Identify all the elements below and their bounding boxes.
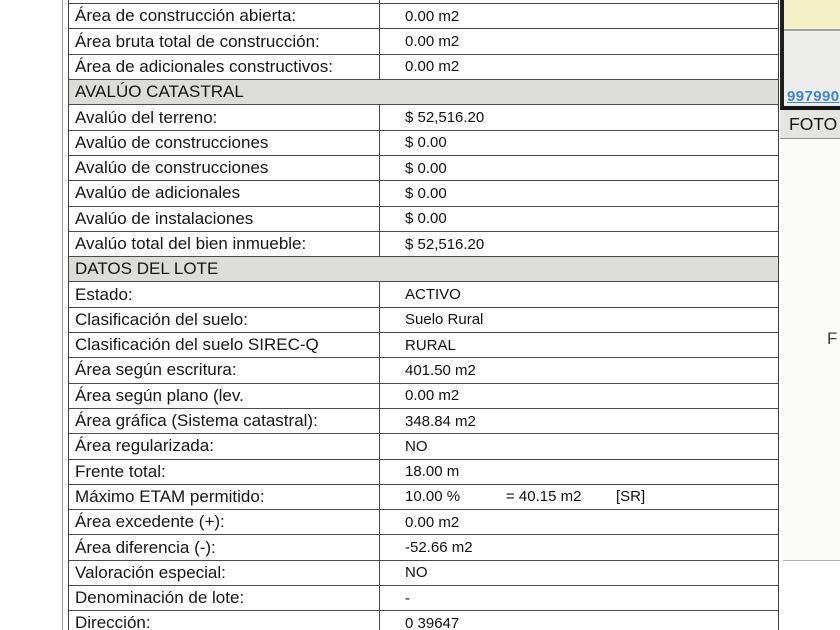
- photo-section-header: [780, 110, 840, 139]
- table-row: [69, 282, 778, 307]
- row-label: Denominación de lote:: [69, 586, 380, 610]
- row-value-part: 10.00 %: [405, 488, 461, 506]
- table-row: [69, 460, 778, 485]
- table-row: [69, 611, 778, 630]
- row-value: -52.66 m2: [405, 539, 473, 557]
- row-value: RURAL: [405, 336, 456, 354]
- row-value: 0.00 m2: [405, 7, 460, 25]
- outer-border-line: [62, 0, 63, 630]
- table-row: [69, 181, 778, 206]
- row-value: 0.00 m2: [405, 33, 460, 51]
- row-value: $ 52,516.20: [405, 109, 485, 127]
- row-value: 348.84 m2: [405, 412, 476, 430]
- row-label: Avalúo de instalaciones: [69, 207, 380, 231]
- row-value: NO: [405, 564, 428, 582]
- section-header-label: AVALÚO CATASTRAL: [75, 82, 244, 102]
- section-header-row: [69, 80, 778, 105]
- row-label: Área excedente (+):: [69, 510, 380, 534]
- table-row: [69, 308, 778, 333]
- row-value: $ 0.00: [405, 184, 447, 202]
- table-row: [69, 131, 778, 156]
- row-label: Clasificación del suelo SIREC-Q: [69, 333, 380, 357]
- row-label: Máximo ETAM permitido:: [69, 485, 380, 509]
- row-value: 0.00 m2: [405, 513, 460, 531]
- table-row: [69, 29, 778, 54]
- photo-area-partial-text: F: [827, 329, 838, 348]
- row-value: Suelo Rural: [405, 311, 484, 329]
- row-label: Estado:: [69, 282, 380, 306]
- table-row: [69, 434, 778, 459]
- row-label: Clasificación del suelo:: [69, 308, 380, 332]
- row-value: NO: [405, 437, 428, 455]
- row-label: Área regularizada:: [69, 434, 380, 458]
- row-label: Área según plano (lev.: [69, 384, 380, 408]
- table-row: [69, 586, 778, 611]
- row-label: Avalúo del terreno:: [69, 105, 380, 129]
- row-value: $ 0.00: [405, 210, 447, 228]
- table-row: [69, 156, 778, 181]
- row-value: 0 39647: [405, 614, 460, 630]
- row-value: $ 52,516.20: [405, 235, 485, 253]
- section-header-row: [69, 257, 778, 282]
- row-value: $ 0.00: [405, 159, 447, 177]
- row-label: Dirección:: [69, 611, 380, 630]
- table-row: [69, 485, 778, 510]
- photo-section-header-label: FOTO: [789, 113, 838, 134]
- table-row: [69, 55, 778, 80]
- table-row: [69, 561, 778, 586]
- photo-area: [783, 141, 840, 561]
- cadastral-key-link[interactable]: 997990: [787, 88, 840, 105]
- row-value: -: [405, 589, 410, 607]
- row-value: 0.00 m2: [405, 387, 460, 405]
- partial-row-value-cell: [380, 0, 778, 3]
- row-value: 401.50 m2: [405, 361, 476, 379]
- row-label: Área diferencia (-):: [69, 535, 380, 559]
- document-viewer-frame: [780, 0, 840, 110]
- row-label: Área según escritura:: [69, 358, 380, 382]
- viewer-yellow-strip: [784, 0, 840, 31]
- table-row: [69, 105, 778, 130]
- table-row: [69, 207, 778, 232]
- row-value: 18.00 m: [405, 463, 460, 481]
- row-label: Área gráfica (Sistema catastral):: [69, 409, 380, 433]
- main-table: [68, 0, 779, 630]
- section-header-label: DATOS DEL LOTE: [75, 259, 219, 279]
- table-row: [69, 232, 778, 257]
- row-value-part: [SR]: [616, 488, 646, 506]
- row-label: Avalúo total del bien inmueble:: [69, 232, 380, 256]
- table-row: [69, 409, 778, 434]
- row-value: [380, 485, 778, 509]
- table-row: [69, 510, 778, 535]
- row-label: Avalúo de adicionales: [69, 181, 380, 205]
- table-row: [69, 4, 778, 29]
- row-value: ACTIVO: [405, 286, 461, 304]
- row-label: Área de construcción abierta:: [69, 4, 380, 28]
- row-label: Avalúo de construcciones: [69, 156, 380, 180]
- row-label: Valoración especial:: [69, 561, 380, 585]
- row-label: Avalúo de construcciones: [69, 131, 380, 155]
- table-row: [69, 333, 778, 358]
- partial-row-label-cell: [69, 0, 380, 3]
- row-value: $ 0.00: [405, 134, 447, 152]
- row-label: Área bruta total de construcción:: [69, 29, 380, 53]
- table-row: [69, 358, 778, 383]
- row-value-part: = 40.15 m2: [506, 488, 582, 506]
- table-row: [69, 384, 778, 409]
- row-value: 0.00 m2: [405, 58, 460, 76]
- row-label: Frente total:: [69, 460, 380, 484]
- row-label: Área de adicionales constructivos:: [69, 55, 380, 79]
- table-row: [69, 535, 778, 560]
